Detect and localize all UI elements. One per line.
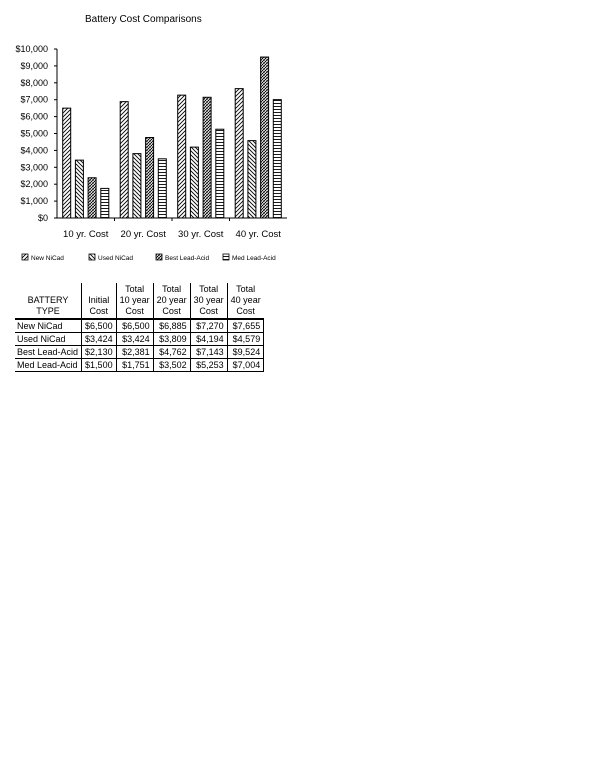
cost-cell: $9,524 [227, 346, 264, 359]
legend-label: Used NiCad [98, 255, 134, 262]
cost-cell: $7,143 [190, 346, 227, 359]
cost-cell: $4,579 [227, 333, 264, 346]
y-tick-label: $4,000 [20, 145, 48, 156]
table-row [15, 359, 264, 372]
bar [88, 178, 96, 218]
legend-label: Med Lead-Acid [232, 255, 276, 262]
bar [146, 138, 154, 218]
battery-type-cell: Used NiCad [15, 333, 82, 346]
plot-area [15, 44, 287, 240]
cost-cell: $2,130 [82, 346, 117, 359]
table-body [15, 319, 264, 372]
cost-cell: $7,655 [227, 319, 264, 333]
chart-title: Battery Cost Comparisons [85, 14, 202, 25]
battery-cost-table [15, 283, 264, 372]
bar [203, 97, 211, 218]
legend-label: Best Lead-Acid [165, 255, 210, 262]
x-tick-label: 40 yr. Cost [235, 229, 281, 240]
bar [248, 141, 256, 218]
column-header: Initial Cost [82, 283, 117, 319]
bar [273, 100, 281, 218]
column-header: Total 40 year Cost [227, 283, 264, 319]
cost-cell: $2,381 [116, 346, 153, 359]
bar [101, 188, 109, 218]
battery-type-cell: Best Lead-Acid [15, 346, 82, 359]
y-tick-label: $5,000 [20, 128, 48, 139]
battery-cost-chart [0, 0, 600, 270]
y-tick-label: $2,000 [20, 179, 48, 190]
y-tick-label: $9,000 [20, 60, 48, 71]
battery-type-cell: Med Lead-Acid [15, 359, 82, 372]
cost-cell: $6,500 [116, 319, 153, 333]
cost-cell: $4,762 [153, 346, 190, 359]
legend-swatch [156, 254, 162, 260]
cost-cell: $3,809 [153, 333, 190, 346]
battery-type-cell: New NiCad [15, 319, 82, 333]
column-header: BATTERY TYPE [27, 295, 69, 316]
cost-cell: $4,194 [190, 333, 227, 346]
column-header: Total 10 year Cost [116, 283, 153, 319]
legend-label: New NiCad [31, 255, 64, 262]
table-row [15, 333, 264, 346]
bar [216, 129, 224, 218]
x-tick-label: 20 yr. Cost [120, 229, 166, 240]
bar [235, 89, 243, 218]
bar [63, 108, 71, 218]
column-header: Total 30 year Cost [190, 283, 227, 319]
column-header: Total 20 year Cost [153, 283, 190, 319]
bar [75, 160, 83, 218]
cost-cell: $6,500 [82, 319, 117, 333]
bar [120, 102, 128, 218]
bar [261, 57, 269, 218]
y-tick-label: $0 [37, 213, 48, 223]
cost-cell: $5,253 [190, 359, 227, 372]
bar [158, 159, 166, 218]
y-tick-label: $8,000 [20, 77, 48, 88]
bar [190, 147, 198, 218]
y-tick-label: $6,000 [20, 111, 48, 122]
cost-cell: $3,424 [82, 333, 117, 346]
table-row [15, 319, 264, 333]
y-tick-label: $1,000 [20, 196, 48, 207]
y-tick-label: $10,000 [15, 44, 48, 54]
table-row [15, 346, 264, 359]
cost-cell: $1,751 [116, 359, 153, 372]
chart-legend [22, 254, 276, 262]
bar [178, 95, 186, 218]
cost-cell: $3,502 [153, 359, 190, 372]
legend-swatch [223, 254, 229, 260]
cost-cell: $3,424 [116, 333, 153, 346]
table-header-row [15, 283, 264, 319]
cost-cell: $7,004 [227, 359, 264, 372]
x-tick-label: 30 yr. Cost [178, 229, 224, 240]
y-tick-label: $3,000 [20, 162, 48, 173]
bar [133, 154, 141, 218]
cost-cell: $6,885 [153, 319, 190, 333]
legend-swatch [89, 254, 95, 260]
cost-cell: $1,500 [82, 359, 117, 372]
y-tick-label: $7,000 [20, 94, 48, 105]
legend-swatch [22, 254, 28, 260]
x-tick-label: 10 yr. Cost [63, 229, 109, 240]
cost-cell: $7,270 [190, 319, 227, 333]
